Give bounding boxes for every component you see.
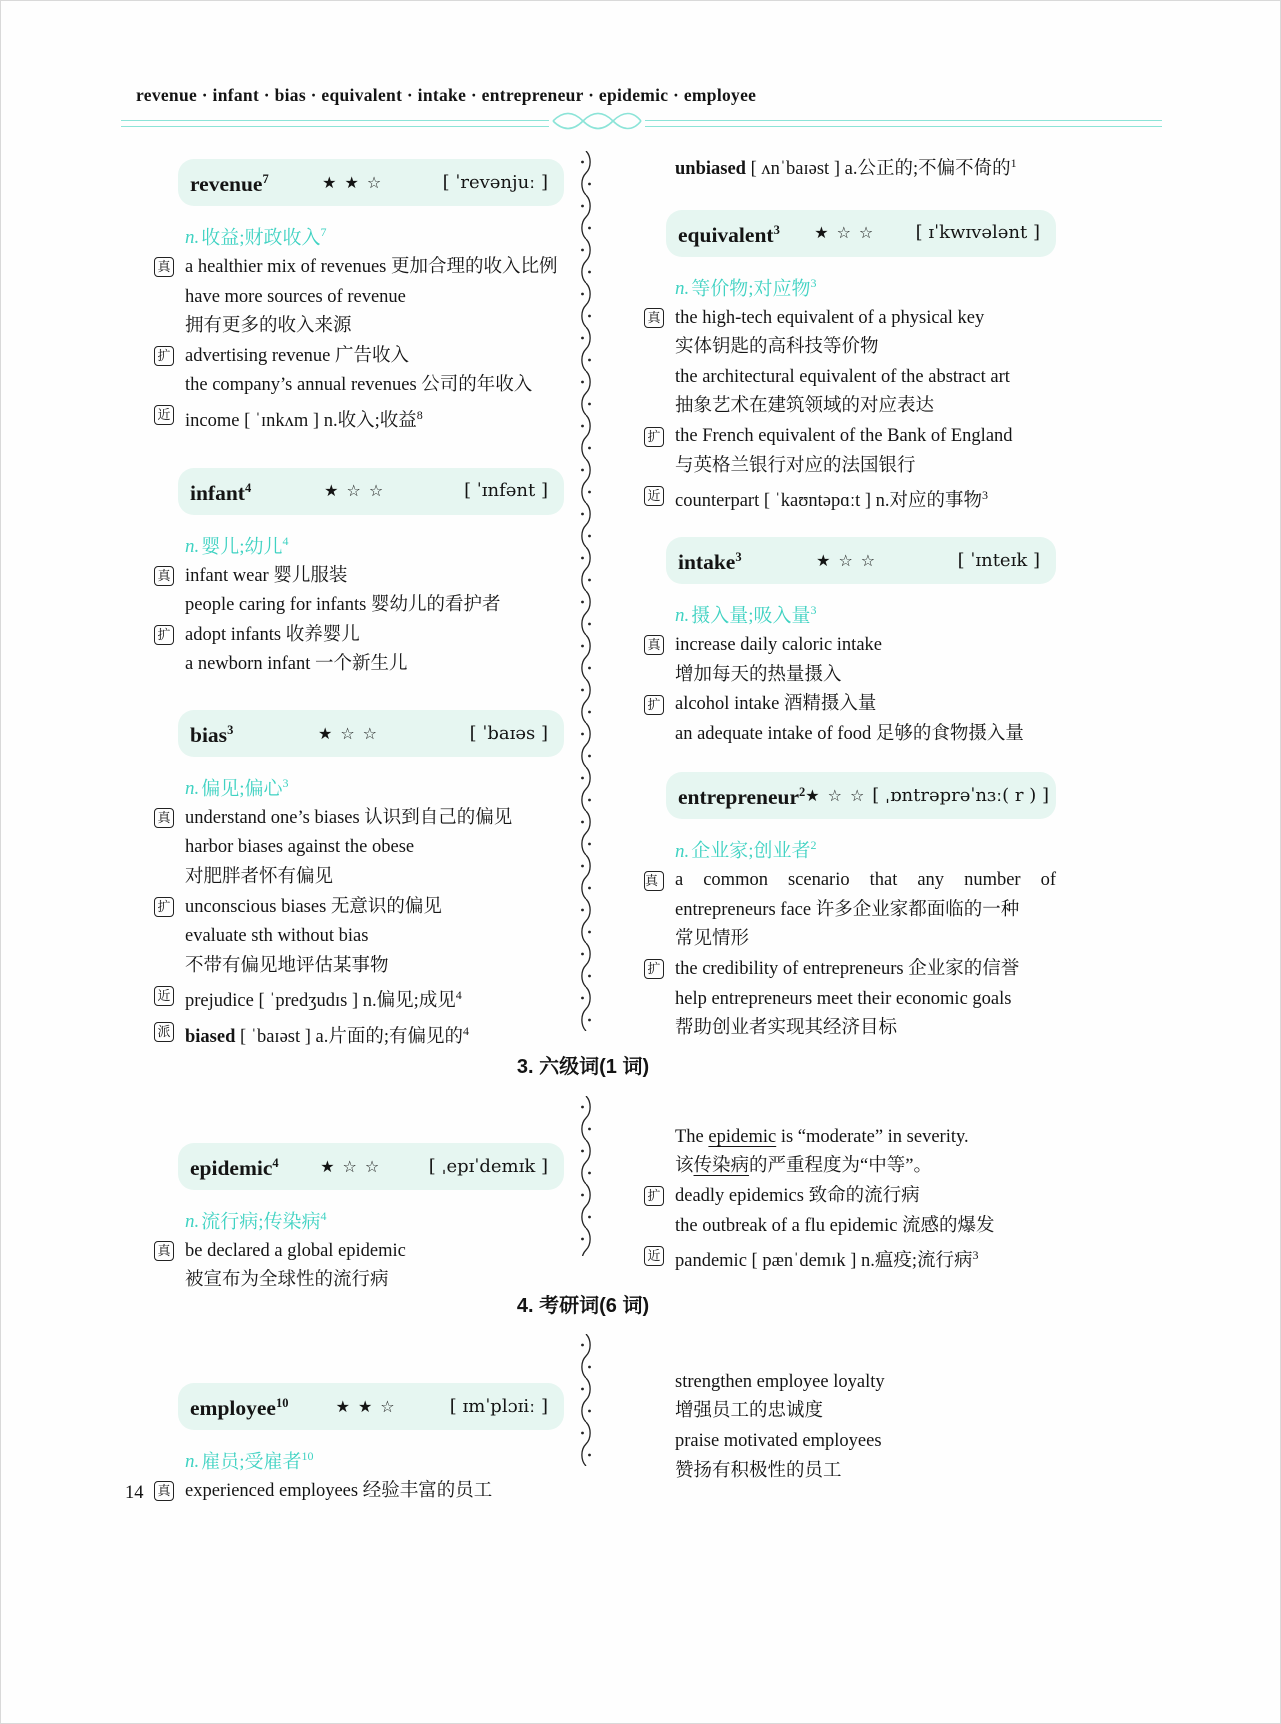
entry-header-entrepreneur [666, 772, 1056, 819]
line-tag: 扩 [154, 625, 174, 645]
example-line: 赞扬有积极性的员工 [675, 1460, 842, 1481]
underlined-word: 传染病 [693, 1156, 750, 1177]
definition: n. 雇员;受雇者$^{10}$ [185, 1449, 314, 1473]
example-line: 真 be declared a global epidemic [154, 1237, 564, 1267]
line-tag: 扩 [644, 959, 664, 979]
example-line: 真 increase daily caloric intake [644, 631, 1056, 661]
example-line: 帮助创业者实现其经济目标 [675, 1018, 898, 1039]
left-column [154, 149, 564, 1507]
example-line: 真 experienced employees 经验丰富的员工 [154, 1477, 564, 1507]
example-line: harbor biases against the obese [185, 837, 415, 858]
headword: entrepreneur$^2$ [678, 785, 806, 810]
synonym-line: 近 prejudice [ ˈpredʒudɪs ] n.偏见;成见$^4$ [154, 981, 564, 1017]
example-line: a newborn infant 一个新生儿 [185, 654, 408, 675]
example-line: 扩 unconscious biases 无意识的偏见 [154, 893, 564, 923]
example-line: 扩 adopt infants 收养婴儿 [154, 621, 564, 651]
running-head: revenue · infant · bias · equivalent · intake · entrepreneur · epidemic · employee [136, 85, 757, 105]
line-tag: 真 [154, 1241, 174, 1261]
star-rating: ★☆☆ [324, 481, 392, 501]
line-tag: 扩 [154, 346, 174, 366]
example-line: 不带有偏见地评估某事物 [185, 955, 389, 976]
example-line: 增强员工的忠诚度 [675, 1401, 824, 1422]
line-tag: 近 [154, 986, 174, 1006]
example-line: 扩 the credibility of entrepreneurs 企业家的信誉 [644, 955, 1056, 985]
example-line: 被宣布为全球性的流行病 [185, 1270, 389, 1291]
headword: epidemic$^4$ [190, 1156, 279, 1181]
star-rating: ★☆☆ [317, 723, 385, 743]
header-rule-left [121, 120, 549, 127]
headword: revenue$^7$ [190, 172, 269, 197]
header-rule [121, 111, 1162, 136]
example-line: the company’s annual revenues 公司的年收入 [185, 375, 533, 396]
example-line: 对肥胖者怀有偏见 [185, 867, 334, 888]
example-line: 常见情形 [675, 929, 750, 950]
definition: n. 偏见;偏心$^3$ [185, 775, 289, 800]
example-line: have more sources of revenue [185, 286, 406, 307]
entry-header-bias [178, 710, 564, 757]
line-tag: 真 [154, 808, 174, 828]
header-rule-knot-icon [551, 111, 643, 136]
star-rating: ★☆☆ [816, 550, 884, 570]
line-tag: 真 [154, 1481, 174, 1501]
line-tag: 真 [154, 257, 174, 277]
column-divider-squiggle [579, 1334, 593, 1471]
headword-superscript: 10 [275, 1396, 289, 1411]
column-divider-squiggle [579, 1096, 593, 1261]
pronunciation: [ ˈɪnfənt ] [464, 480, 548, 502]
line-tag: 近 [644, 1246, 664, 1266]
example-line: praise motivated employees [675, 1431, 882, 1452]
example-line: people caring for infants 婴幼儿的看护者 [185, 595, 501, 616]
example-line: 真 the high-tech equivalent of a physical key [644, 304, 1056, 334]
line-tag: 真 [644, 308, 664, 328]
example-line: 扩 alcohol intake 酒精摄入量 [644, 690, 1056, 720]
synonym-line: 近 income [ ˈɪnkʌm ] n.收入;收益$^8$ [154, 401, 564, 437]
star-rating: ★☆☆ [320, 1156, 388, 1176]
example-line: 扩 advertising revenue 广告收入 [154, 342, 564, 372]
example-line: the architectural equivalent of the abstract art [675, 366, 1010, 387]
pronunciation: [ ˌepɪˈdemɪk ] [428, 1155, 548, 1177]
example-line: 扩 the French equivalent of the Bank of England [644, 422, 1056, 452]
line-tag: 派 [154, 1022, 174, 1042]
page-number: 14 [125, 1483, 144, 1503]
star-rating: ★☆☆ [814, 223, 882, 243]
headword: employee$^{10}$ [190, 1396, 289, 1421]
example-line: 与英格兰银行对应的法国银行 [675, 455, 916, 476]
example-line: an adequate intake of food 足够的食物摄入量 [675, 723, 1024, 744]
line-tag: 真 [644, 871, 664, 891]
star-rating: ★★☆ [335, 1396, 403, 1416]
definition: n. 流行病;传染病$^4$ [185, 1208, 327, 1233]
entry-header-epidemic [178, 1143, 564, 1190]
derived-word-line: unbiased [ ʌnˈbaɪəst ] a.公正的;不偏不倚的$^1$ [675, 156, 1017, 180]
entry-header-equivalent [666, 210, 1056, 257]
column-divider-squiggle [579, 151, 593, 1036]
pronunciation: [ ˈɪnteɪk ] [957, 549, 1040, 571]
line-tag: 扩 [644, 1186, 664, 1206]
example-line: 真 infant wear 婴儿服装 [154, 562, 564, 592]
pronunciation: [ ɪmˈplɔɪiː ] [449, 1395, 548, 1417]
pronunciation: [ ɪˈkwɪvələnt ] [915, 222, 1040, 244]
example-line: 真 a healthier mix of revenues 更加合理的收入比例 [154, 253, 564, 283]
entry-header-revenue [178, 159, 564, 206]
line-tag: 真 [154, 566, 174, 586]
headword-superscript: 4 [244, 480, 252, 495]
pronunciation: [ ˈbaɪəs ] [469, 722, 548, 744]
definition: n. 等价物;对应物$^3$ [675, 275, 817, 300]
example-line: help entrepreneurs meet their economic goals [675, 988, 1012, 1009]
synonym-line: 近 pandemic [ pænˈdemɪk ] n.瘟疫;流行病$^3$ [644, 1241, 1056, 1277]
example-line: strengthen employee loyalty [675, 1371, 885, 1392]
entry-header-intake [666, 537, 1056, 584]
line-tag: 扩 [644, 695, 664, 715]
section-heading-cet6: 3. 六级词(1 词) [516, 1056, 650, 1078]
entry-header-employee [178, 1383, 564, 1430]
example-line: 真 a common scenario that any number of [645, 870, 1056, 891]
headword: intake$^3$ [678, 550, 742, 575]
underlined-word: epidemic [708, 1126, 777, 1147]
line-tag: 扩 [154, 897, 174, 917]
headword: equivalent$^3$ [678, 222, 780, 248]
pronunciation: [ ˌɒntrəprəˈnɜː( r ) ] [872, 784, 1049, 806]
pronunciation: [ ˈrevənjuː ] [442, 171, 548, 193]
headword-superscript: 3 [227, 723, 234, 738]
example-line: evaluate sth without bias [185, 926, 369, 947]
line-tag: 真 [644, 635, 664, 655]
line-tag: 近 [154, 405, 174, 425]
headword-superscript: 3 [773, 222, 780, 237]
headword-superscript: 4 [272, 1156, 279, 1171]
headword-superscript: 7 [262, 172, 269, 187]
section-heading-kaoyan: 4. 考研词(6 词) [516, 1295, 650, 1317]
definition: n. 企业家;创业者$^2$ [675, 838, 817, 862]
headword: infant$^4$ [190, 480, 252, 505]
example-line: 真 understand one’s biases 认识到自己的偏见 [154, 804, 564, 834]
derived-word-line: 派 biased [ ˈbaɪəst ] a.片面的;有偏见的$^4$ [154, 1017, 564, 1053]
line-tag: 近 [644, 486, 664, 506]
example-line: the outbreak of a flu epidemic 流感的爆发 [675, 1215, 995, 1236]
headword-superscript: 3 [735, 550, 742, 565]
example-line: entrepreneurs face 许多企业家都面临的一种 [675, 899, 1020, 920]
example-line: 增加每天的热量摄入 [675, 664, 842, 685]
example-line: 拥有更多的收入来源 [185, 316, 352, 337]
headword-superscript: 2 [799, 785, 806, 800]
star-rating: ★★☆ [322, 172, 390, 192]
header-rule-right [645, 120, 1162, 127]
star-rating: ★☆☆ [805, 785, 873, 805]
example-line: 抽象艺术在建筑领域的对应表达 [675, 396, 935, 417]
example-sentence-line: The epidemic is “moderate” in severity. [675, 1126, 969, 1147]
example-line: 实体钥匙的高科技等价物 [675, 337, 879, 358]
definition: n. 收益;财政收入$^7$ [185, 225, 327, 249]
entry-header-infant [178, 468, 564, 515]
line-tag: 扩 [644, 427, 664, 447]
synonym-line: 近 counterpart [ ˈkaʊntəpɑːt ] n.对应的事物$^3$ [644, 481, 1056, 517]
example-sentence-line: 该传染病的严重程度为“中等”。 [675, 1156, 932, 1177]
headword: bias$^3$ [190, 723, 234, 748]
definition: n. 婴儿;幼儿$^4$ [185, 533, 289, 557]
right-column [644, 149, 1056, 1486]
definition: n. 摄入量;吸入量$^3$ [675, 602, 817, 627]
example-line: 扩 deadly epidemics 致命的流行病 [644, 1182, 1056, 1212]
